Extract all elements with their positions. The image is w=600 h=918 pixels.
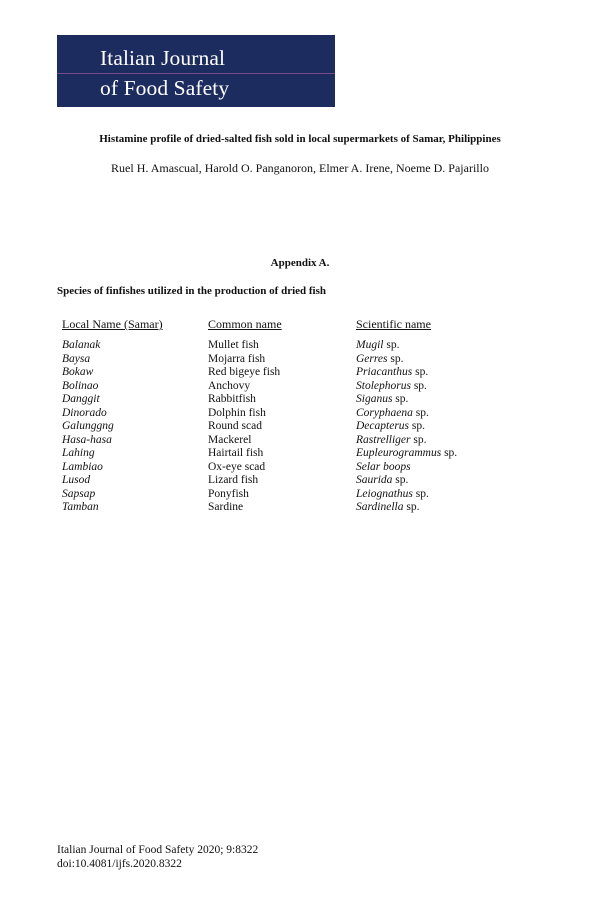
species-suffix: sp. xyxy=(392,393,409,405)
local-name-cell: Lambiao xyxy=(62,460,103,473)
common-name-cell: Anchovy xyxy=(208,379,251,392)
footer-citation: Italian Journal of Food Safety 2020; 9:8322 xyxy=(57,844,259,856)
scientific-name-cell xyxy=(356,420,425,434)
local-name-cell: Hasa-hasa xyxy=(62,433,112,446)
genus-name: Saurida xyxy=(356,474,393,486)
header-scientific-name: Scientific name xyxy=(356,317,431,331)
genus-name: Sardinella xyxy=(356,501,404,513)
scientific-name-cell xyxy=(356,488,429,502)
journal-logo xyxy=(57,35,335,107)
table-row xyxy=(62,353,502,367)
scientific-name-cell xyxy=(356,461,411,475)
header-common-name: Common name xyxy=(208,317,282,331)
species-suffix: sp. xyxy=(383,339,400,351)
genus-name: Selar boops xyxy=(356,460,411,473)
scientific-name-cell xyxy=(356,366,428,380)
common-name-cell: Mullet fish xyxy=(208,339,259,351)
scientific-name-cell xyxy=(356,339,399,353)
table-row xyxy=(62,447,502,461)
table-body xyxy=(62,339,502,515)
local-name-cell: Galunggng xyxy=(62,420,114,432)
table-row xyxy=(62,380,502,394)
table-row xyxy=(62,474,502,488)
scientific-name-cell xyxy=(356,393,408,407)
table-row xyxy=(62,393,502,407)
appendix-heading: Appendix A. xyxy=(270,257,330,269)
local-name-cell: Sapsap xyxy=(62,487,96,500)
genus-name: Stolephorus xyxy=(356,379,411,392)
genus-name: Eupleurogrammus xyxy=(356,447,442,459)
scientific-name-cell xyxy=(356,407,429,421)
table-row xyxy=(62,420,502,434)
species-suffix: sp. xyxy=(410,433,427,446)
common-name-cell: Rabbitfish xyxy=(208,393,256,405)
genus-name: Decapterus xyxy=(356,420,410,432)
species-suffix: sp. xyxy=(441,447,458,459)
genus-name: Priacanthus xyxy=(356,366,413,378)
scientific-name-cell xyxy=(356,353,404,367)
common-name-cell: Lizard fish xyxy=(208,474,259,486)
species-suffix: sp. xyxy=(412,366,429,378)
local-name-cell: Danggit xyxy=(62,393,100,405)
scientific-name-cell xyxy=(356,380,427,394)
table-row xyxy=(62,366,502,380)
table-row xyxy=(62,407,502,421)
common-name-cell: Mojarra fish xyxy=(208,352,266,365)
local-name-cell: Bokaw xyxy=(62,366,94,378)
species-suffix: sp. xyxy=(409,420,425,432)
article-authors: Ruel H. Amascual, Harold O. Panganoron, Elmer A. Irene, Noeme D. Pajarillo xyxy=(111,161,489,175)
table-row xyxy=(62,339,502,353)
journal-logo-line2: of Food Safety xyxy=(100,76,230,100)
local-name-cell: Lusod xyxy=(62,474,91,486)
scientific-name-cell xyxy=(356,447,457,461)
article-title: Histamine profile of dried-salted fish sold in local supermarkets of Samar, Philippines xyxy=(99,133,501,145)
local-name-cell: Baysa xyxy=(62,352,91,365)
table-row xyxy=(62,461,502,475)
journal-logo-line1: Italian Journal xyxy=(100,46,226,70)
genus-name: Siganus xyxy=(356,393,393,405)
genus-name: Rastrelliger xyxy=(356,433,411,446)
species-suffix: sp. xyxy=(412,406,429,419)
common-name-cell: Mackerel xyxy=(208,433,252,446)
table-row xyxy=(62,501,502,515)
journal-logo-rule xyxy=(57,73,335,74)
scientific-name-cell xyxy=(356,474,408,488)
genus-name: Gerres xyxy=(356,352,388,365)
table-row xyxy=(62,434,502,448)
common-name-cell: Round scad xyxy=(208,420,262,432)
genus-name: Leiognathus xyxy=(356,487,413,500)
header-local-name: Local Name (Samar) xyxy=(62,317,163,331)
common-name-cell: Hairtail fish xyxy=(208,447,264,459)
common-name-cell: Dolphin fish xyxy=(208,406,266,419)
common-name-cell: Ox-eye scad xyxy=(208,460,266,473)
table-caption: Species of finfishes utilized in the production of dried fish xyxy=(57,285,327,297)
species-suffix: sp. xyxy=(410,379,427,392)
local-name-cell: Balanak xyxy=(62,339,101,351)
species-suffix: sp. xyxy=(403,501,420,513)
local-name-cell: Dinorado xyxy=(62,406,107,419)
species-suffix: sp. xyxy=(412,487,429,500)
common-name-cell: Ponyfish xyxy=(208,487,249,500)
local-name-cell: Tamban xyxy=(62,501,99,513)
scientific-name-cell xyxy=(356,434,427,448)
species-table xyxy=(62,318,502,515)
footer-doi: doi:10.4081/ijfs.2020.8322 xyxy=(57,858,182,870)
common-name-cell: Red bigeye fish xyxy=(208,366,281,378)
species-suffix: sp. xyxy=(387,352,404,365)
table-header-row xyxy=(62,318,502,339)
local-name-cell: Lahing xyxy=(62,447,95,459)
footer-citation-block xyxy=(57,843,258,871)
genus-name: Mugil xyxy=(356,339,384,351)
scientific-name-cell xyxy=(356,501,419,515)
local-name-cell: Bolinao xyxy=(62,379,99,392)
genus-name: Coryphaena xyxy=(356,406,413,419)
common-name-cell: Sardine xyxy=(208,501,244,513)
species-suffix: sp. xyxy=(392,474,409,486)
table-row xyxy=(62,488,502,502)
